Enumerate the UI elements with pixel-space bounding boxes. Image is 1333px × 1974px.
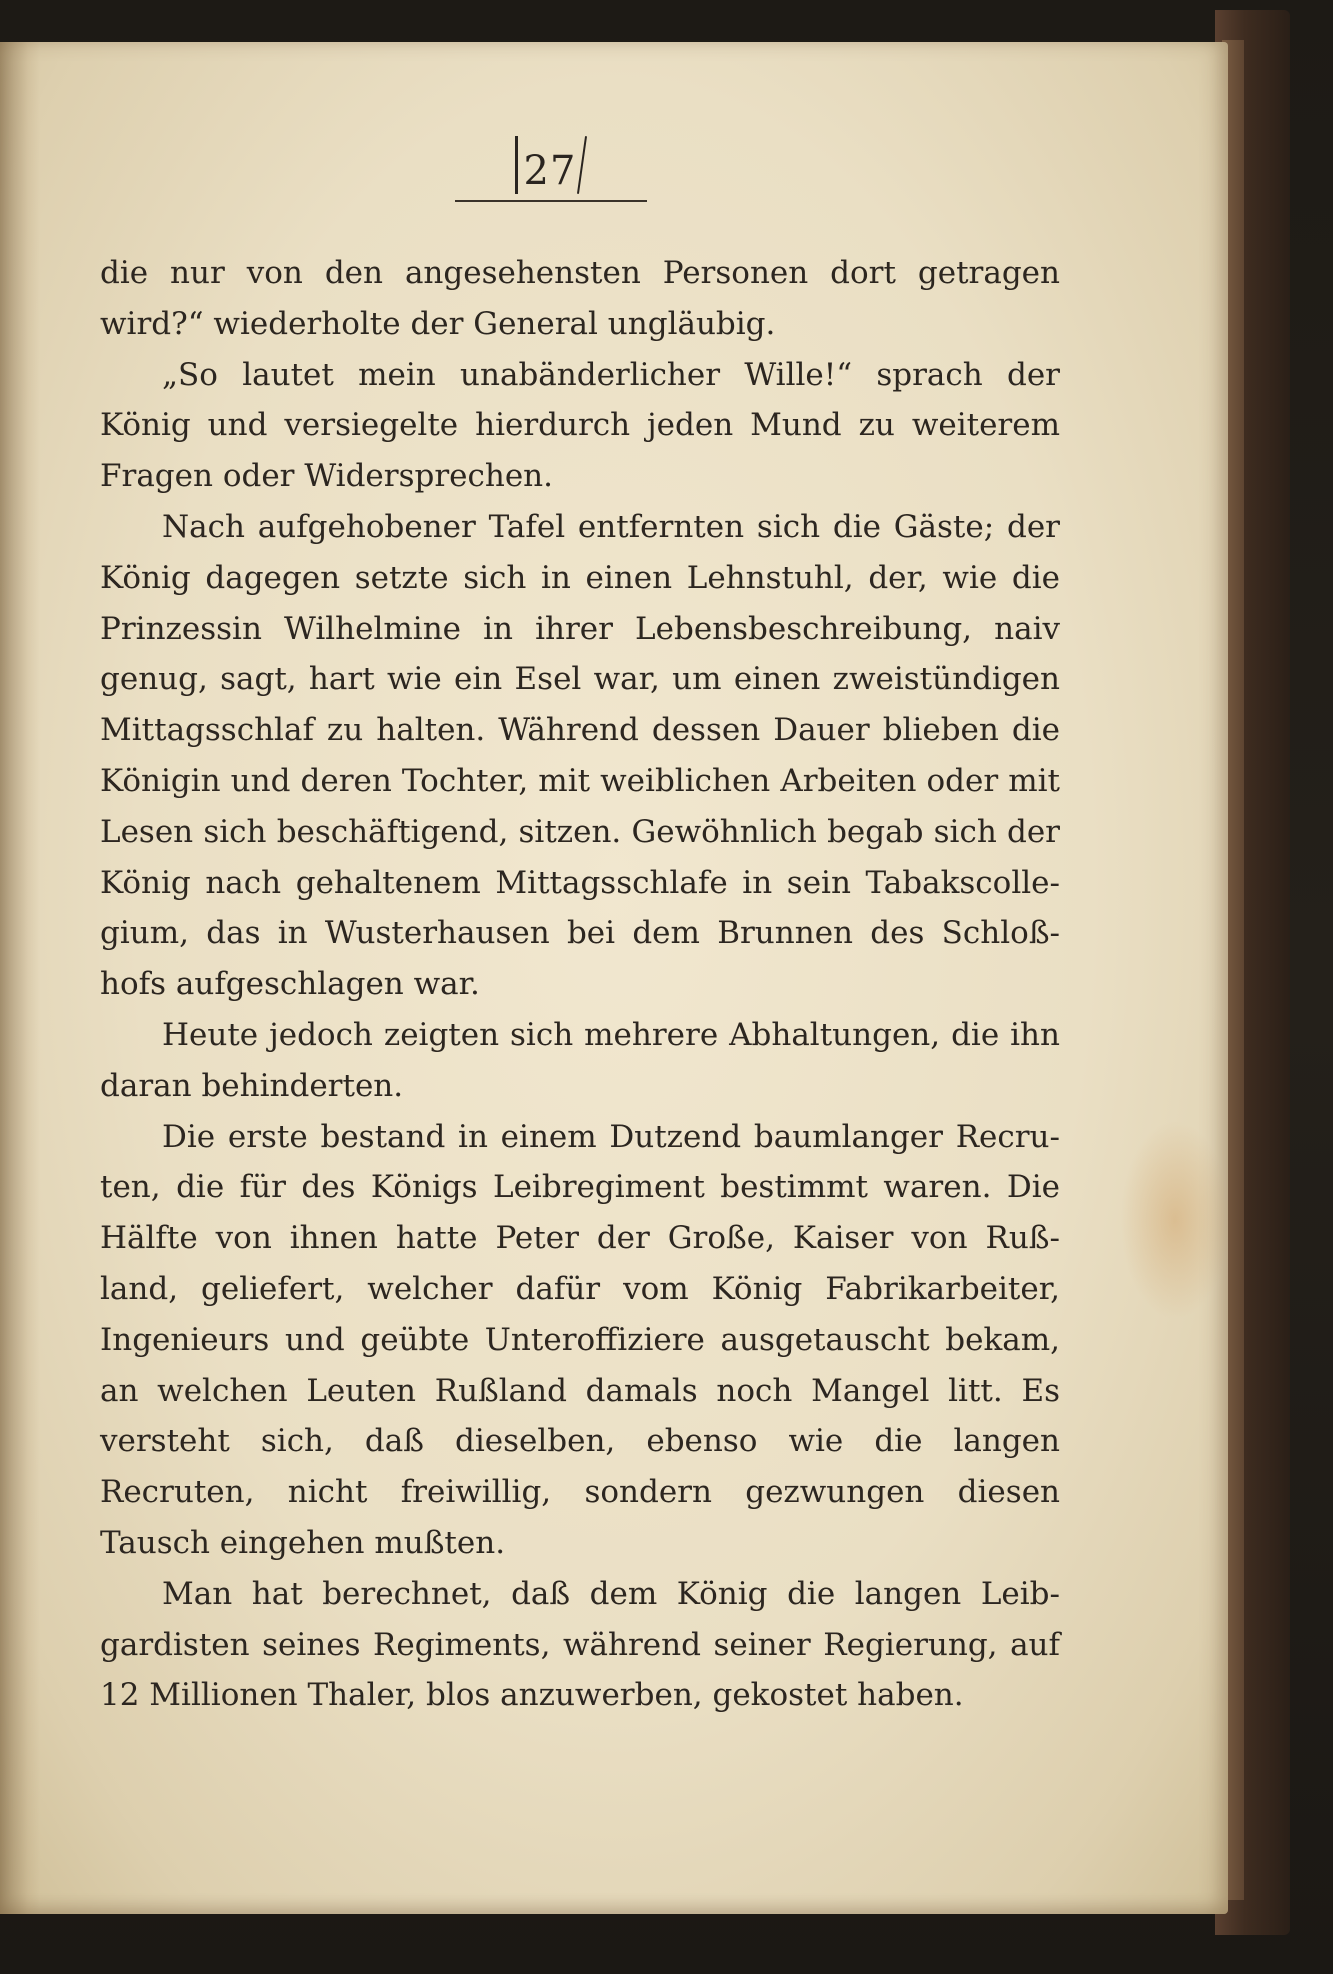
paragraph: Heute jedoch zeigten sich mehrere Abhaltungen, die ihn daran behinderten. xyxy=(100,1016,1060,1104)
header-rule xyxy=(455,200,647,202)
paragraph: Man hat berechnet, daß dem König die langen Leib-gardisten seines Regiments, während seiner Regierung, auf 12 Millionen Thaler, blos anzuwerben, gekostet haben. xyxy=(100,1575,1060,1714)
page-number-header xyxy=(455,130,645,205)
gutter-shadow xyxy=(0,42,40,1914)
paragraph: Die erste bestand in einem Dutzend baumlanger Recru-ten, die für des Königs Leibregiment bestimmt waren. Die Hälfte von ihnen hatte Peter der Große, Kaiser von Ruß-land, geliefert, welcher dafür vom König Fabrikarbeiter, Ingenieurs und geübte Unteroffiziere ausgetauscht bekam, an welchen Leuten Rußland damals noch Mangel litt. Es versteht sich, daß dieselben, ebenso wie die langen Recruten, nicht freiwillig, sondern gezwungen diesen Tausch eingehen mußten. xyxy=(100,1118,1060,1561)
paragraph: „So lautet mein unabänderlicher Wille!“ sprach der König und versiegelte hierdurch jeden Mund zu weiterem Fragen oder Widersprechen. xyxy=(100,356,1060,495)
paragraph: Nach aufgehobener Tafel entfernten sich die Gäste; der König dagegen setzte sich in einen Lehnstuhl, der, wie die Prinzessin Wilhelmine in ihrer Lebensbeschreibung, naiv genug, sagt, hart wie ein Esel war, um einen zweistündigen Mittagsschlaf zu halten. Während dessen Dauer blieben die Königin und deren Tochter, mit weiblichen Arbeiten oder mit Lesen sich beschäftigend, sitzen. Gewöhnlich begab sich der König nach gehaltenem Mittagsschlafe in sein Tabakscolle-gium, das in Wusterhausen bei dem Brunnen des Schloß-hofs aufgeschlagen war. xyxy=(100,508,1060,1003)
page-number: 27 xyxy=(523,148,577,194)
body-text xyxy=(100,248,1060,1721)
paper-stain xyxy=(1120,1120,1230,1320)
paragraph: die nur von den angesehensten Personen dort getragen wird?“ wiederholte der General ungläubig. xyxy=(100,255,1060,342)
